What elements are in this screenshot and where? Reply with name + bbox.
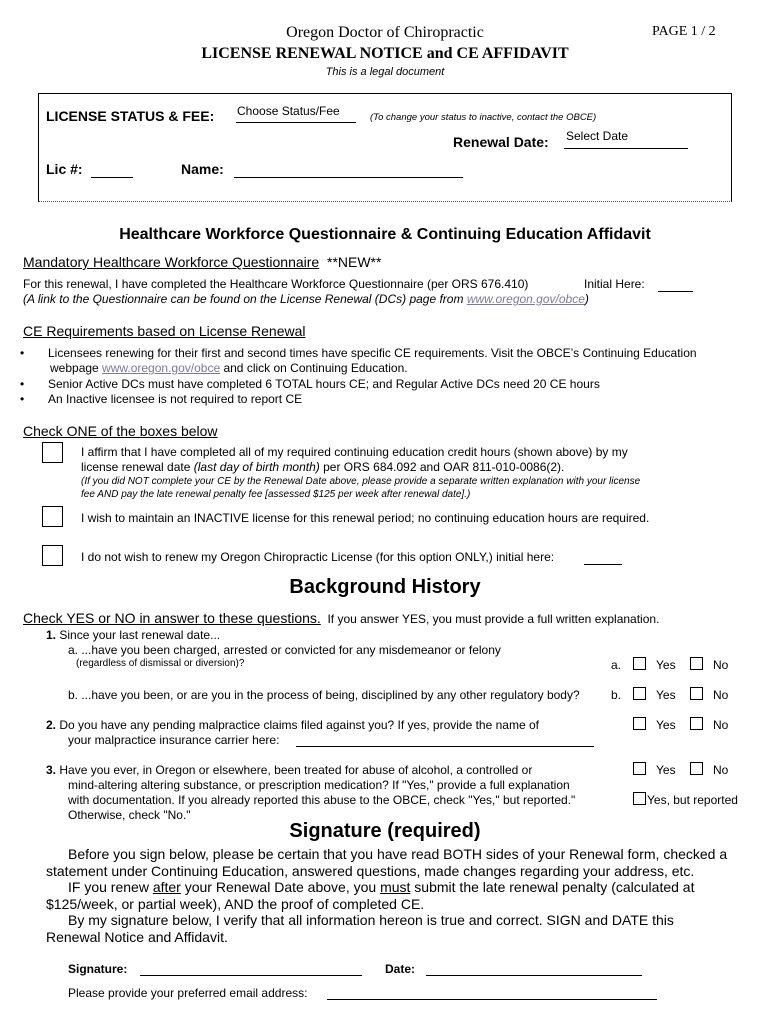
mandatory-title: Mandatory Healthcare Workforce Questionnaire **NEW**: [23, 254, 382, 270]
legal-note: This is a legal document: [325, 66, 445, 78]
q3-yes-label: Yes: [656, 763, 676, 777]
q3-text-c: with documentation. If you already reported this abuse to the OBCE, check "Yes," but reported.": [68, 793, 576, 807]
q1b-yes-checkbox[interactable]: [633, 687, 646, 700]
ce-bullet-1: • Licensees renewing for their first and second times have specific CE requirements. Visit the OBCE’s Continuing Education: [48, 346, 697, 360]
status-select[interactable]: Choose Status/Fee: [237, 104, 340, 118]
opt2-text: I wish to maintain an INACTIVE license for this renewal period; no continuing education hours are required.: [81, 511, 650, 525]
status-underline: [236, 122, 356, 123]
opt3-text: I do not wish to renew my Oregon Chiropractic License (for this option ONLY,) initial here:: [81, 550, 555, 564]
signature-heading: Signature (required): [289, 820, 481, 842]
questionnaire-heading: Healthcare Workforce Questionnaire & Continuing Education Affidavit: [119, 226, 651, 243]
q2-yes-label: Yes: [656, 718, 676, 732]
initial-label: Initial Here:: [584, 277, 645, 291]
lic-label: Lic #:: [46, 161, 83, 177]
q3-no-label: No: [713, 763, 729, 777]
q1a-no-checkbox[interactable]: [690, 657, 703, 670]
opt1-line2: license renewal date (last day of birth month) per ORS 684.092 and OAR 811-010-0086(2).: [81, 460, 565, 474]
q1b-text: b. ...have you been, or are you in the process of being, disciplined by any other regulatory body?: [68, 688, 580, 702]
obce-link[interactable]: www.oregon.gov/obce: [466, 292, 585, 306]
questionnaire-line1: For this renewal, I have completed the Healthcare Workforce Questionnaire (per ORS 676.410): [23, 277, 529, 291]
status-note: (To change your status to inactive, contact the OBCE): [370, 112, 597, 123]
q1a-text: a. ...have you been charged, arrested or convicted for any misdemeanor or felony: [68, 643, 501, 657]
insurance-carrier-field[interactable]: [296, 746, 594, 747]
signature-instructions: Before you sign below, please be certain that you have read BOTH sides of your Renewal form, checked a statement under Continuing Education, answered questions, made changes regarding your address, etc. IF you renew after your Renewal Date above, you must submit the late renewal penalty (calculated at $125/week, or partial week), AND the proof of completed CE. By my signature below, I verify that all information hereon is true and correct. SIGN and DATE this Renewal Notice and Affidavit.: [46, 846, 728, 945]
date-label: Date:: [385, 962, 416, 976]
ce-complete-checkbox[interactable]: [42, 442, 63, 463]
q1a-yes-checkbox[interactable]: [633, 657, 646, 670]
q1a-yes-label: Yes: [656, 658, 676, 672]
email-field[interactable]: [327, 999, 657, 1000]
renewal-date-underline: [564, 148, 688, 149]
email-label: Please provide your preferred email address:: [68, 986, 308, 1000]
q2-no-label: No: [713, 718, 729, 732]
date-field[interactable]: [426, 975, 642, 976]
q2-text: 2. Do you have any pending malpractice claims filed against you? If yes, provide the name of: [46, 718, 539, 732]
questionnaire-line2: (A link to the Questionnaire can be found on the License Renewal (DCs) page from www.oregon.gov/obce): [23, 292, 589, 306]
q2-yes-checkbox[interactable]: [633, 717, 646, 730]
no-renew-initial-field[interactable]: [584, 564, 622, 565]
q1-text: 1. Since your last renewal date...: [46, 628, 221, 642]
form-title: Oregon Doctor of Chiropractic: [286, 24, 484, 41]
q2-no-checkbox[interactable]: [690, 717, 703, 730]
ce-bullet-3: • An Inactive licensee is not required to report CE: [48, 392, 302, 406]
q3-yes-reported-label: Yes, but reported: [647, 793, 738, 807]
q1b-tag: b.: [611, 688, 622, 702]
lic-number-field[interactable]: [91, 177, 133, 178]
signature-label: Signature:: [68, 962, 128, 976]
q3-no-checkbox[interactable]: [690, 762, 703, 775]
q1b-yes-label: Yes: [656, 688, 676, 702]
q1a-tag: a.: [611, 658, 622, 672]
q3-yes-reported-checkbox[interactable]: [633, 792, 646, 805]
page-number: PAGE 1 / 2: [652, 24, 716, 39]
name-field[interactable]: [234, 177, 463, 178]
q1a-no-label: No: [713, 658, 729, 672]
q3-text-b: mind-altering altering substance, or prescription medication? If "Yes," provide a full explanation: [68, 778, 570, 792]
renewal-date-select[interactable]: Select Date: [566, 129, 629, 143]
opt1-note-2: fee AND pay the late renewal penalty fee [assessed $125 per week after renewal date].): [81, 489, 471, 500]
inactive-checkbox[interactable]: [42, 506, 63, 527]
q3-text: 3. Have you ever, in Oregon or elsewhere, been treated for abuse of alcohol, a controlled or: [46, 763, 533, 777]
check-one-title: Check ONE of the boxes below: [23, 423, 218, 439]
ce-bullet-2: • Senior Active DCs must have completed 6 TOTAL hours CE; and Regular Active DCs need 20 CE hours: [48, 377, 600, 391]
q2-text-cont: your malpractice insurance carrier here:: [68, 733, 280, 747]
form-subtitle: LICENSE RENEWAL NOTICE and CE AFFIDAVIT: [201, 45, 569, 62]
background-instructions: Check YES or NO in answer to these questions. If you answer YES, you must provide a full written explanation.: [23, 610, 660, 626]
obce-webpage-link[interactable]: www.oregon.gov/obce: [102, 361, 221, 375]
signature-field[interactable]: [140, 975, 362, 976]
new-tag: **NEW**: [327, 254, 382, 270]
initial-field[interactable]: [658, 291, 693, 292]
renewal-date-label-text: Renewal Date:: [453, 134, 549, 150]
q1b-no-checkbox[interactable]: [690, 687, 703, 700]
status-label: LICENSE STATUS & FEE:: [46, 108, 215, 124]
opt1-note-1: (If you did NOT complete your CE by the Renewal Date above, please provide a separate written explanation with your license: [81, 476, 641, 487]
background-heading: Background History: [289, 576, 481, 598]
q1b-no-label: No: [713, 688, 729, 702]
name-label: Name:: [181, 161, 224, 177]
q3-yes-checkbox[interactable]: [633, 762, 646, 775]
ce-title: CE Requirements based on License Renewal: [23, 323, 306, 339]
ce-bullet-1-cont: webpage www.oregon.gov/obce and click on Continuing Education.: [50, 361, 408, 375]
q1a-note: (regardless of dismissal or diversion)?: [76, 658, 245, 669]
opt1-line1: I affirm that I have completed all of my required continuing education credit hours (shown above) by my: [81, 445, 628, 459]
no-renew-checkbox[interactable]: [42, 545, 63, 566]
q3-text-d: Otherwise, check "No.": [68, 808, 191, 822]
